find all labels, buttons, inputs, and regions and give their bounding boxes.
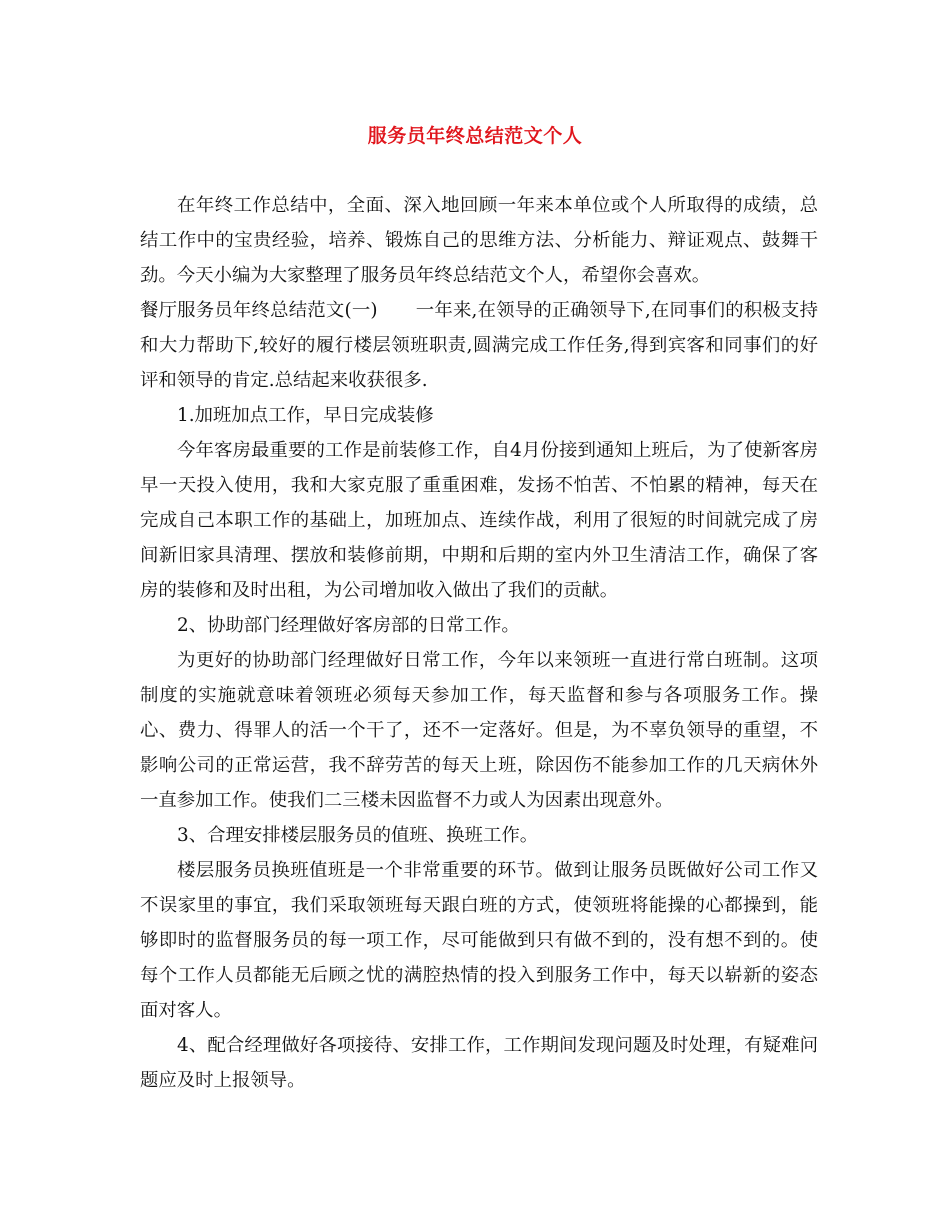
document-body	[140, 188, 818, 1098]
section-1-paragraph	[140, 293, 818, 398]
item-2-title: 2、协助部门经理做好客房部的日常工作。	[177, 615, 520, 636]
item-1-title: 1.加班加点工作，早日完成装修	[177, 405, 434, 426]
item-2-body: 为更好的协助部门经理做好日常工作，今年以来领班一直进行常白班制。这项制度的实施就意味着领班必须每天参加工作，每天监督和参与各项服务工作。操心、费力、得罪人的活一个干了，还不一定落好。但是，为不辜负领导的重望，不影响公司的正常运营，我不辞劳苦的每天上班，除因伤不能参加工作的几天病休外一直参加工作。使我们二三楼未因监督不力或人为因素出现意外。	[140, 650, 818, 811]
item-3-body: 楼层服务员换班值班是一个非常重要的环节。做到让服务员既做好公司工作又不误家里的事宜，我们采取领班每天跟白班的方式，使领班将能操的心都操到，能够即时的监督服务员的每一项工作，尽可能做到只有做不到的，没有想不到的。使每个工作人员都能无后顾之忧的满腔热情的投入到服务工作中，每天以崭新的姿态面对客人。	[140, 860, 818, 1021]
section-1-lead: 一年来,在领导的正确领导下,在同事们的积极支持和大力帮助下,较好的履行楼层领班职责,圆满完成工作任务,得到宾客和同事们的好评和领导的肯定.总结起来收获很多.	[140, 300, 818, 391]
item-3-title: 3、合理安排楼层服务员的值班、换班工作。	[177, 825, 539, 846]
item-4-body: 4、配合经理做好各项接待、安排工作，工作期间发现问题及时处理，有疑难问题应及时上报领导。	[140, 1035, 818, 1091]
intro-paragraph: 在年终工作总结中，全面、深入地回顾一年来本单位或个人所取得的成绩，总结工作中的宝贵经验，培养、锻炼自己的思维方法、分析能力、辩证观点、鼓舞干劲。今天小编为大家整理了服务员年终总结范文个人，希望你会喜欢。	[140, 195, 818, 286]
item-1-body: 今年客房最重要的工作是前装修工作，自4月份接到通知上班后，为了使新客房早一天投入使用，我和大家克服了重重困难，发扬不怕苦、不怕累的精神，每天在完成自己本职工作的基础上，加班加点、连续作战，利用了很短的时间就完成了房间新旧家具清理、摆放和装修前期，中期和后期的室内外卫生清洁工作，确保了客房的装修和及时出租，为公司增加收入做出了我们的贡献。	[140, 440, 818, 601]
section-1-heading: 餐厅服务员年终总结范文(一)	[140, 300, 378, 321]
document-title: 服务员年终总结范文个人	[367, 125, 583, 147]
